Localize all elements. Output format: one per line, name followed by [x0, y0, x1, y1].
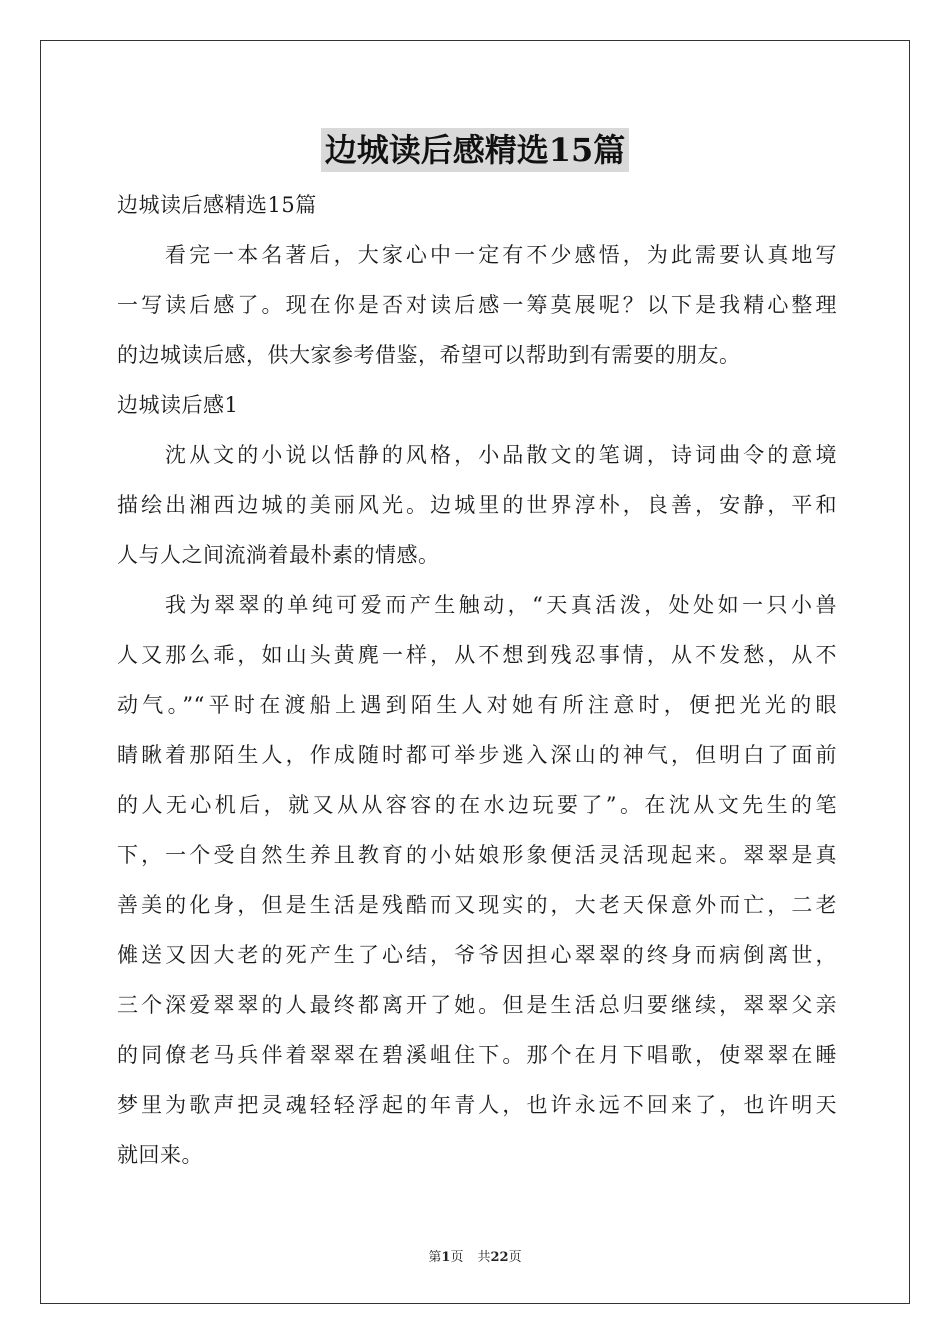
- paragraph-line: 我为翠翠的单纯可爱而产生触动，“天真活泼，处处如一只小兽: [165, 593, 837, 617]
- page-current: 1: [441, 1250, 451, 1265]
- page-total: 22: [490, 1250, 509, 1265]
- page-suffix: 页: [450, 1250, 464, 1265]
- paragraph-line: 动气。”“平时在渡船上遇到陌生人对她有所注意时，便把光光的眼: [117, 693, 837, 717]
- total-prefix: 共: [477, 1250, 491, 1265]
- paragraph-line: 人与人之间流淌着最朴素的情感。: [117, 543, 440, 567]
- paragraph-line: 的边城读后感，供大家参考借鉴，希望可以帮助到有需要的朋友。: [117, 343, 741, 367]
- document-subtitle: 边城读后感精选15篇: [117, 193, 317, 217]
- total-suffix: 页: [508, 1250, 522, 1265]
- document-title: 边城读后感精选15篇: [321, 128, 630, 172]
- intro-paragraph: [117, 230, 837, 380]
- paragraph-line: 看完一本名著后，大家心中一定有不少感悟，为此需要认真地写: [165, 243, 837, 267]
- paragraph-line: 梦里为歌声把灵魂轻轻浮起的年青人，也许永远不回来了，也许明天: [117, 1093, 837, 1117]
- paragraph-line: 人又那么乖，如山头黄麂一样，从不想到残忍事情，从不发愁，从不: [117, 643, 837, 667]
- page-prefix: 第: [428, 1250, 442, 1265]
- paragraph-line: 一写读后感了。现在你是否对读后感一筹莫展呢？以下是我精心整理: [117, 293, 837, 317]
- paragraph-line: 的同僚老马兵伴着翠翠在碧溪岨住下。那个在月下唱歌，使翠翠在睡: [117, 1043, 837, 1067]
- paragraph-line: 描绘出湘西边城的美丽风光。边城里的世界淳朴，良善，安静，平和: [117, 493, 837, 517]
- paragraph-line: 三个深爱翠翠的人最终都离开了她。但是生活总归要继续，翠翠父亲: [117, 993, 837, 1017]
- document-body: [117, 180, 837, 1180]
- section-heading: 边城读后感1: [117, 393, 239, 417]
- body-paragraph-1: [117, 430, 837, 580]
- paragraph-line: 下，一个受自然生养且教育的小姑娘形象便活灵活现起来。翠翠是真: [117, 843, 837, 867]
- paragraph-line: 善美的化身，但是生活是残酷而又现实的，大老天保意外而亡，二老: [117, 893, 837, 917]
- title-container: [0, 128, 950, 172]
- paragraph-line: 沈从文的小说以恬静的风格，小品散文的笔调，诗词曲令的意境: [165, 443, 837, 467]
- paragraph-line: 傩送又因大老的死产生了心结，爷爷因担心翠翠的终身而病倒离世，: [117, 943, 837, 967]
- paragraph-line: 的人无心机后，就又从从容容的在水边玩要了”。在沈从文先生的笔: [117, 793, 837, 817]
- page-footer: [0, 1246, 950, 1265]
- paragraph-line: 睛瞅着那陌生人，作成随时都可举步逃入深山的神气，但明白了面前: [117, 743, 837, 767]
- paragraph-line: 就回来。: [117, 1143, 203, 1167]
- body-paragraph-2: [117, 580, 837, 1180]
